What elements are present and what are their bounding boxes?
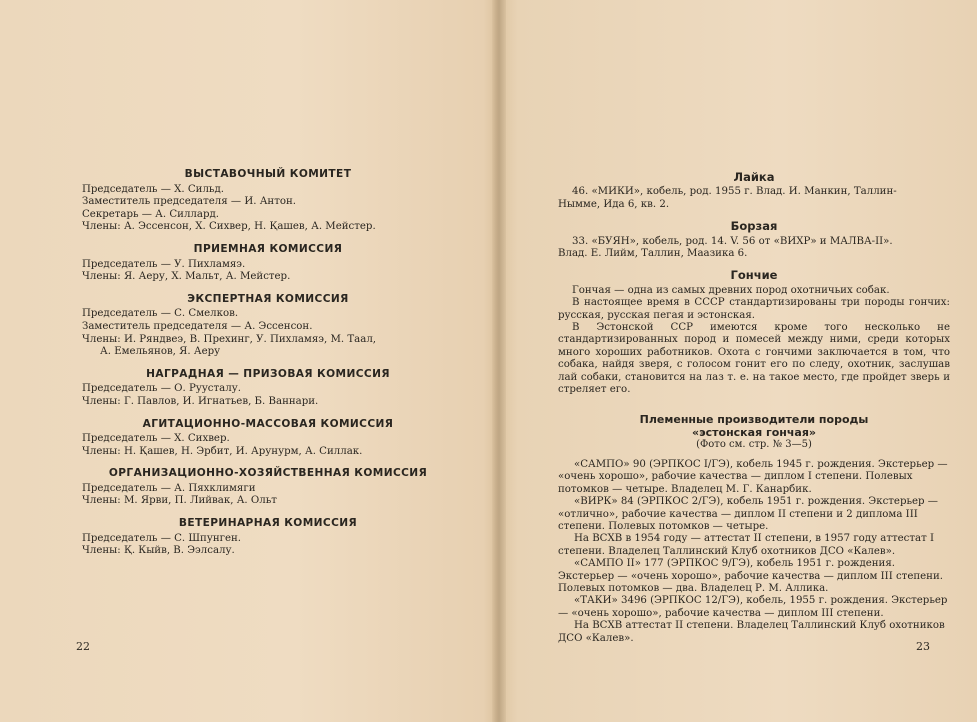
section-title: ОРГАНИЗАЦИОННО-ХОЗЯЙСТВЕННАЯ КОМИССИЯ bbox=[108, 467, 428, 480]
dog-entry: 33. «БУЯН», кобель, род. 14. V. 56 от «ВИХР» и МАЛВА-II». bbox=[572, 235, 893, 247]
paragraph: Гончая — одна из самых древних пород охотничьих собак. bbox=[572, 284, 890, 296]
member-line: А. Емельянов, Я. Аеру bbox=[100, 346, 221, 358]
section-title: АГИТАЦИОННО-МАССОВАЯ КОМИССИЯ bbox=[142, 417, 394, 430]
member-line: Заместитель председателя — А. Эссенсон. bbox=[82, 320, 313, 332]
section-reception-commission bbox=[82, 243, 454, 284]
section-title: ВЕТЕРИНАРНАЯ КОМИССИЯ bbox=[178, 517, 358, 530]
breeder-entry: «САМПО» 90 (ЭРПКОС I/ГЭ), кобель 1945 г. рождения. Экстерьер — «очень хорошо», рабочие качества — диплом I степени. Полевых потомков — четыре. Владелец М. Г. Канарбик. bbox=[558, 458, 948, 495]
member-line: Председатель — Х. Сильд. bbox=[82, 183, 224, 195]
section-breeders bbox=[558, 413, 950, 646]
breeder-entry: «ВИРК» 84 (ЭРПКОС 2/ГЭ), кобель 1951 г. рождения. Экстерьер — «отлично», рабочие качества — диплом II степени и 2 диплома III степени. Полевых потомков — четыре. bbox=[558, 496, 938, 532]
dog-entry: 46. «МИКИ», кобель, род. 1955 г. Влад. И. Манкин, Таллин- bbox=[572, 186, 897, 198]
section-exhibition-committee bbox=[82, 168, 454, 234]
breed-title: Гончие bbox=[730, 268, 778, 283]
member-line: Члены: М. Ярви, П. Лийвак, А. Ольт bbox=[82, 495, 277, 507]
dog-entry: Влад. Е. Лийм, Таллин, Маазика 6. bbox=[558, 248, 748, 260]
member-line: Председатель — А. Пяхклимяги bbox=[82, 482, 256, 494]
committee-list bbox=[82, 168, 454, 567]
page-number-right: 23 bbox=[916, 640, 930, 653]
section-title: НАГРАДНАЯ — ПРИЗОВАЯ КОМИССИЯ bbox=[146, 367, 390, 380]
member-line: Секретарь — А. Силлард. bbox=[82, 208, 220, 220]
breed-title: Лайка bbox=[733, 170, 775, 184]
section-expert-commission bbox=[82, 293, 454, 359]
member-line: Члены: Г. Павлов, И. Игнатьев, Б. Ваннари. bbox=[82, 395, 319, 407]
section-title: ЭКСПЕРТНАЯ КОМИССИЯ bbox=[187, 292, 349, 305]
member-line: Члены: А. Эссенсон, Х. Сихвер, Н. Қашев, А. Мейстер. bbox=[82, 221, 376, 233]
breeder-entry: На ВСХВ аттестат II степени. Владелец Таллинский Клуб охотников ДСО «Калев». bbox=[558, 620, 945, 644]
right-page bbox=[502, 0, 977, 722]
section-organizational-commission bbox=[82, 467, 454, 508]
paragraph: В настоящее время в СССР стандартизированы три породы гончих: русская, русская пегая и эстонская. bbox=[558, 297, 950, 321]
section-agitation-commission bbox=[82, 418, 454, 459]
member-line: Члены: Қ. Кыйв, В. Ээлсалу. bbox=[82, 545, 235, 557]
section-award-commission bbox=[82, 368, 454, 409]
breeders-title: Племенные производители породы bbox=[639, 412, 869, 426]
breeder-entry: «САМПО II» 177 (ЭРПКОС 9/ГЭ), кобель 1951 г. рождения. Экстерьер — «очень хорошо», рабочие качества — диплом III степени. Полевых потомков — два. Владелец Р. М. Аллика. bbox=[558, 558, 943, 594]
member-line: Члены: И. Ряндвеэ, В. Прехинг, У. Пихламяэ, М. Таал, bbox=[82, 333, 377, 345]
member-line: Председатель — С. Шпунген. bbox=[82, 532, 242, 544]
member-line: Члены: Я. Аеру, Х. Мальт, А. Мейстер. bbox=[82, 271, 291, 283]
breeder-entry: На ВСХВ в 1954 году — аттестат II степени, в 1957 году аттестат I степени. Владелец Таллинский Клуб охотников ДСО «Калев». bbox=[558, 533, 934, 557]
breed-title: Борзая bbox=[730, 219, 778, 234]
member-line: Члены: Н. Қашев, Н. Эрбит, И. Арунурм, А. Силлак. bbox=[82, 445, 363, 457]
paragraph: В Эстонской ССР имеются кроме того несколько не стандартизированных пород и помесей между ними, среди которых много хороших работников. Охота с гончими заключается в том, что собака, найдя зверя, с голосом гонит его по следу, охотник, заслушав лай собаки, становится на лаз т. е. на такое место, где пройдет зверь и стреляет его. bbox=[558, 322, 950, 396]
section-title: ВЫСТАВОЧНЫЙ КОМИТЕТ bbox=[184, 168, 352, 180]
section-laika bbox=[558, 171, 950, 211]
section-title: ПРИЕМНАЯ КОМИССИЯ bbox=[193, 242, 343, 255]
dog-catalog bbox=[558, 171, 950, 645]
section-veterinary-commission bbox=[82, 517, 454, 558]
member-line: Председатель — О. Руусталу. bbox=[82, 383, 241, 395]
dog-entry: Нымме, Ида 6, кв. 2. bbox=[558, 198, 670, 210]
member-line: Председатель — У. Пихламяэ. bbox=[82, 258, 246, 270]
section-gonchie bbox=[558, 269, 950, 396]
page-number-left: 22 bbox=[76, 640, 90, 653]
breeder-entry: «ТАКИ» 3496 (ЭРПКОС 12/ГЭ), кобель, 1955 г. рождения. Экстерьер — «очень хорошо», рабочие качества — диплом III степени. bbox=[558, 595, 948, 619]
breeders-subtitle: «эстонская гончая» bbox=[691, 425, 817, 439]
member-line: Председатель — Х. Сихвер. bbox=[82, 433, 230, 445]
member-line: Заместитель председателя — И. Антон. bbox=[82, 196, 297, 208]
photo-note: (Фото см. стр. № 3—5) bbox=[696, 438, 812, 450]
section-borzaya bbox=[558, 220, 950, 260]
member-line: Председатель — С. Смелков. bbox=[82, 308, 239, 320]
